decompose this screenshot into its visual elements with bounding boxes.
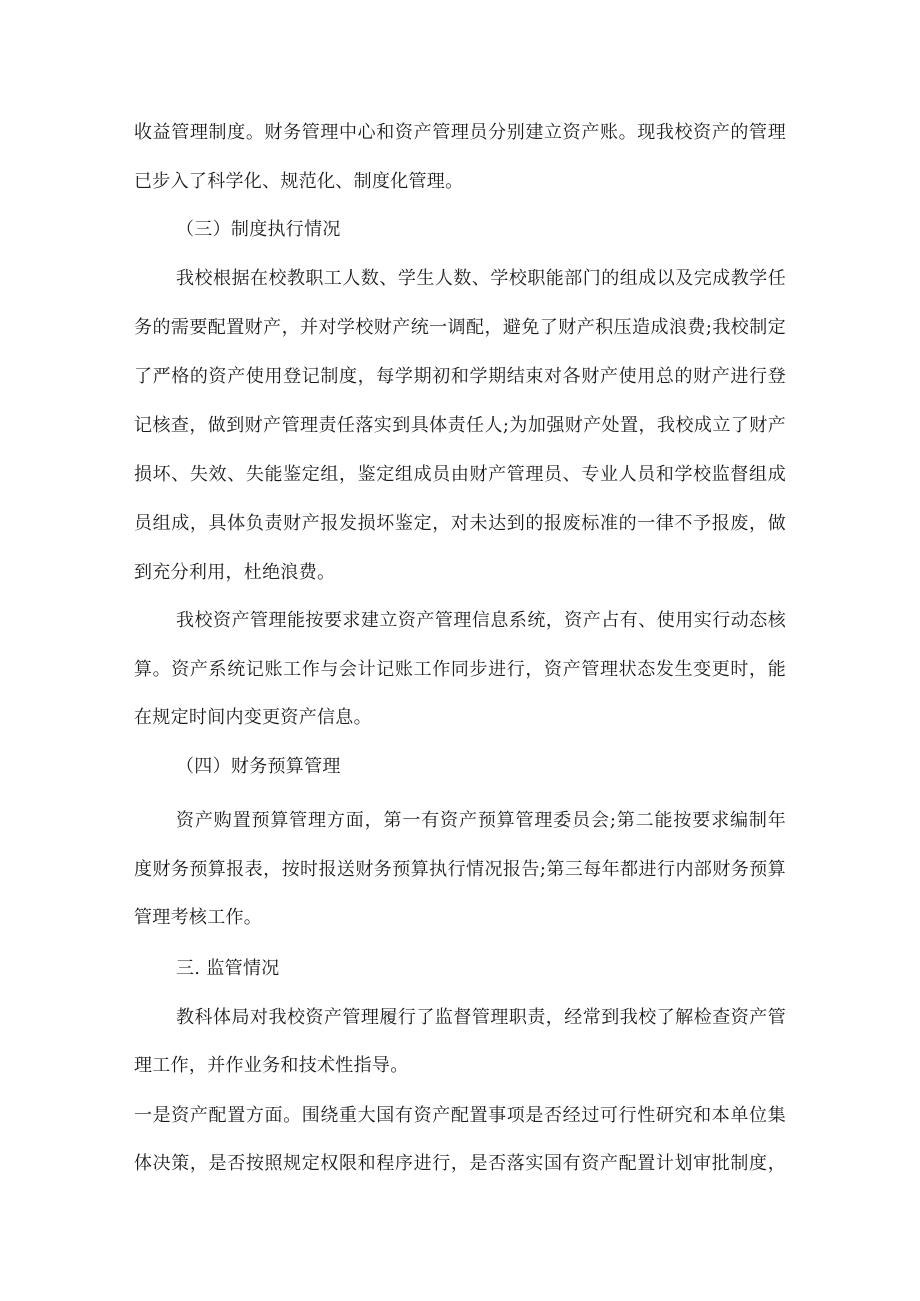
paragraph-line: 在规定时间内变更资产信息。 [134,707,372,728]
paragraph-line: 员组成，具体负责财产报发损坏鉴定，对未达到的报废标准的一律不予报废，做 [134,513,786,534]
paragraph-line: 度财务预算报表，按时报送财务预算执行情况报告;第三每年都进行内部财务预算 [134,859,786,880]
paragraph-line: 已步入了科学化、规范化、制度化管理。 [134,171,464,192]
paragraph-line: 损坏、失效、失能鉴定组，鉴定组成员由财产管理员、专业人员和学校监督组成 [134,464,786,485]
paragraph-line: 管理考核工作。 [134,907,263,928]
paragraph-line: 收益管理制度。财务管理中心和资产管理员分别建立资产账。现我校资产的管理 [134,122,786,143]
paragraph-line: 记核查，做到财产管理责任落实到具体责任人;为加强财产处置，我校成立了财产 [134,415,786,436]
section-heading-3: （三）制度执行情况 [176,219,341,240]
paragraph-line: 我校资产管理能按要求建立资产管理信息系统，资产占有、使用实行动态核 [176,610,786,631]
section-heading-4: （四）财务预算管理 [176,756,341,777]
paragraph-line: 体决策，是否按照规定权限和程序进行，是否落实国有资产配置计划审批制度， [134,1153,786,1174]
paragraph-line: 算。资产系统记账工作与会计记账工作同步进行，资产管理状态发生变更时，能 [134,659,786,680]
section-heading-supervision: 三. 监管情况 [176,958,280,979]
paragraph-line: 一是资产配置方面。围绕重大国有资产配置事项是否经过可行性研究和本单位集 [134,1105,786,1126]
paragraph-line: 我校根据在校教职工人数、学生人数、学校职能部门的组成以及完成教学任 [176,268,786,289]
paragraph-line: 了严格的资产使用登记制度，每学期初和学期结束对各财产使用总的财产进行登 [134,366,786,387]
paragraph-line: 务的需要配置财产，并对学校财产统一调配，避免了财产积压造成浪费;我校制定 [134,317,786,338]
paragraph-line: 资产购置预算管理方面，第一有资产预算管理委员会;第二能按要求编制年 [176,810,786,831]
paragraph-line: 到充分利用，杜绝浪费。 [134,562,336,583]
paragraph-line: 教科体局对我校资产管理履行了监督管理职责，经常到我校了解检查资产管 [176,1007,786,1028]
paragraph-line: 理工作，并作业务和技术性指导。 [134,1055,409,1076]
